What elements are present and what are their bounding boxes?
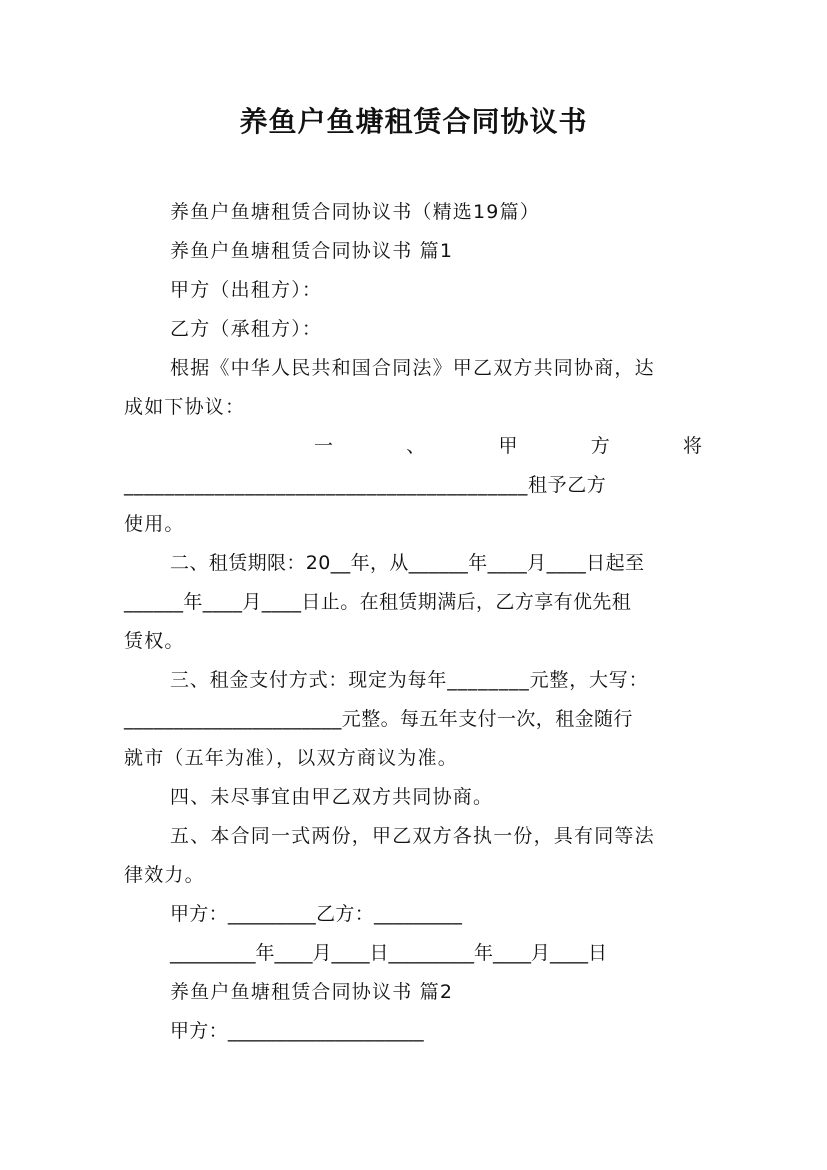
paragraph-line: ______年____月____日止。在租赁期满后，乙方享有优先租 [124, 591, 632, 613]
party-a-line: 甲方：____________________ [170, 1020, 424, 1042]
paragraph-line: 就市（五年为准），以双方商议为准。 [124, 747, 458, 769]
paragraph-line: 律效力。 [124, 864, 205, 886]
signature-line: 甲方：_________乙方：_________ [170, 903, 463, 925]
spread-char: 甲 [498, 435, 518, 457]
party-a-line: 甲方（出租方）： [170, 279, 323, 301]
clause-2-line: 二、租赁期限：20__年，从______年____月____日起至 [170, 552, 645, 574]
spread-char: 、 [406, 435, 426, 457]
spread-char: 一 [314, 435, 334, 457]
paragraph-line: 根据《中华人民共和国合同法》甲乙双方共同协商，达 [170, 357, 655, 379]
paragraph-line: ______________________元整。每五年支付一次，租金随行 [124, 708, 633, 730]
clause-4-line: 四、未尽事宜由甲乙双方共同协商。 [170, 786, 494, 808]
clause-3-line: 三、租金支付方式：现定为每年________元整，大写： [170, 669, 649, 691]
section-heading-1: 养鱼户鱼塘租赁合同协议书 篇1 [170, 240, 454, 262]
date-line: _________年____月____日_________年____月____日 [170, 942, 608, 964]
clause-5-line: 五、本合同一式两份，甲乙双方各执一份，具有同等法 [170, 825, 655, 847]
clause-1-blank-line: ________________________________________租予乙方 [124, 474, 607, 496]
spread-char: 将 [682, 435, 702, 457]
spread-char: 方 [590, 435, 610, 457]
paragraph-line: 成如下协议： [124, 396, 246, 418]
subtitle-line: 养鱼户鱼塘租赁合同协议书（精选19篇） [170, 201, 540, 223]
document-title: 养鱼户鱼塘租赁合同协议书 [239, 105, 588, 138]
clause-1-spread-line [124, 434, 702, 458]
paragraph-line: 赁权。 [124, 630, 185, 652]
paragraph-line: 使用。 [124, 513, 185, 535]
party-b-line: 乙方（承租方）： [170, 318, 323, 340]
section-heading-2: 养鱼户鱼塘租赁合同协议书 篇2 [170, 981, 454, 1003]
